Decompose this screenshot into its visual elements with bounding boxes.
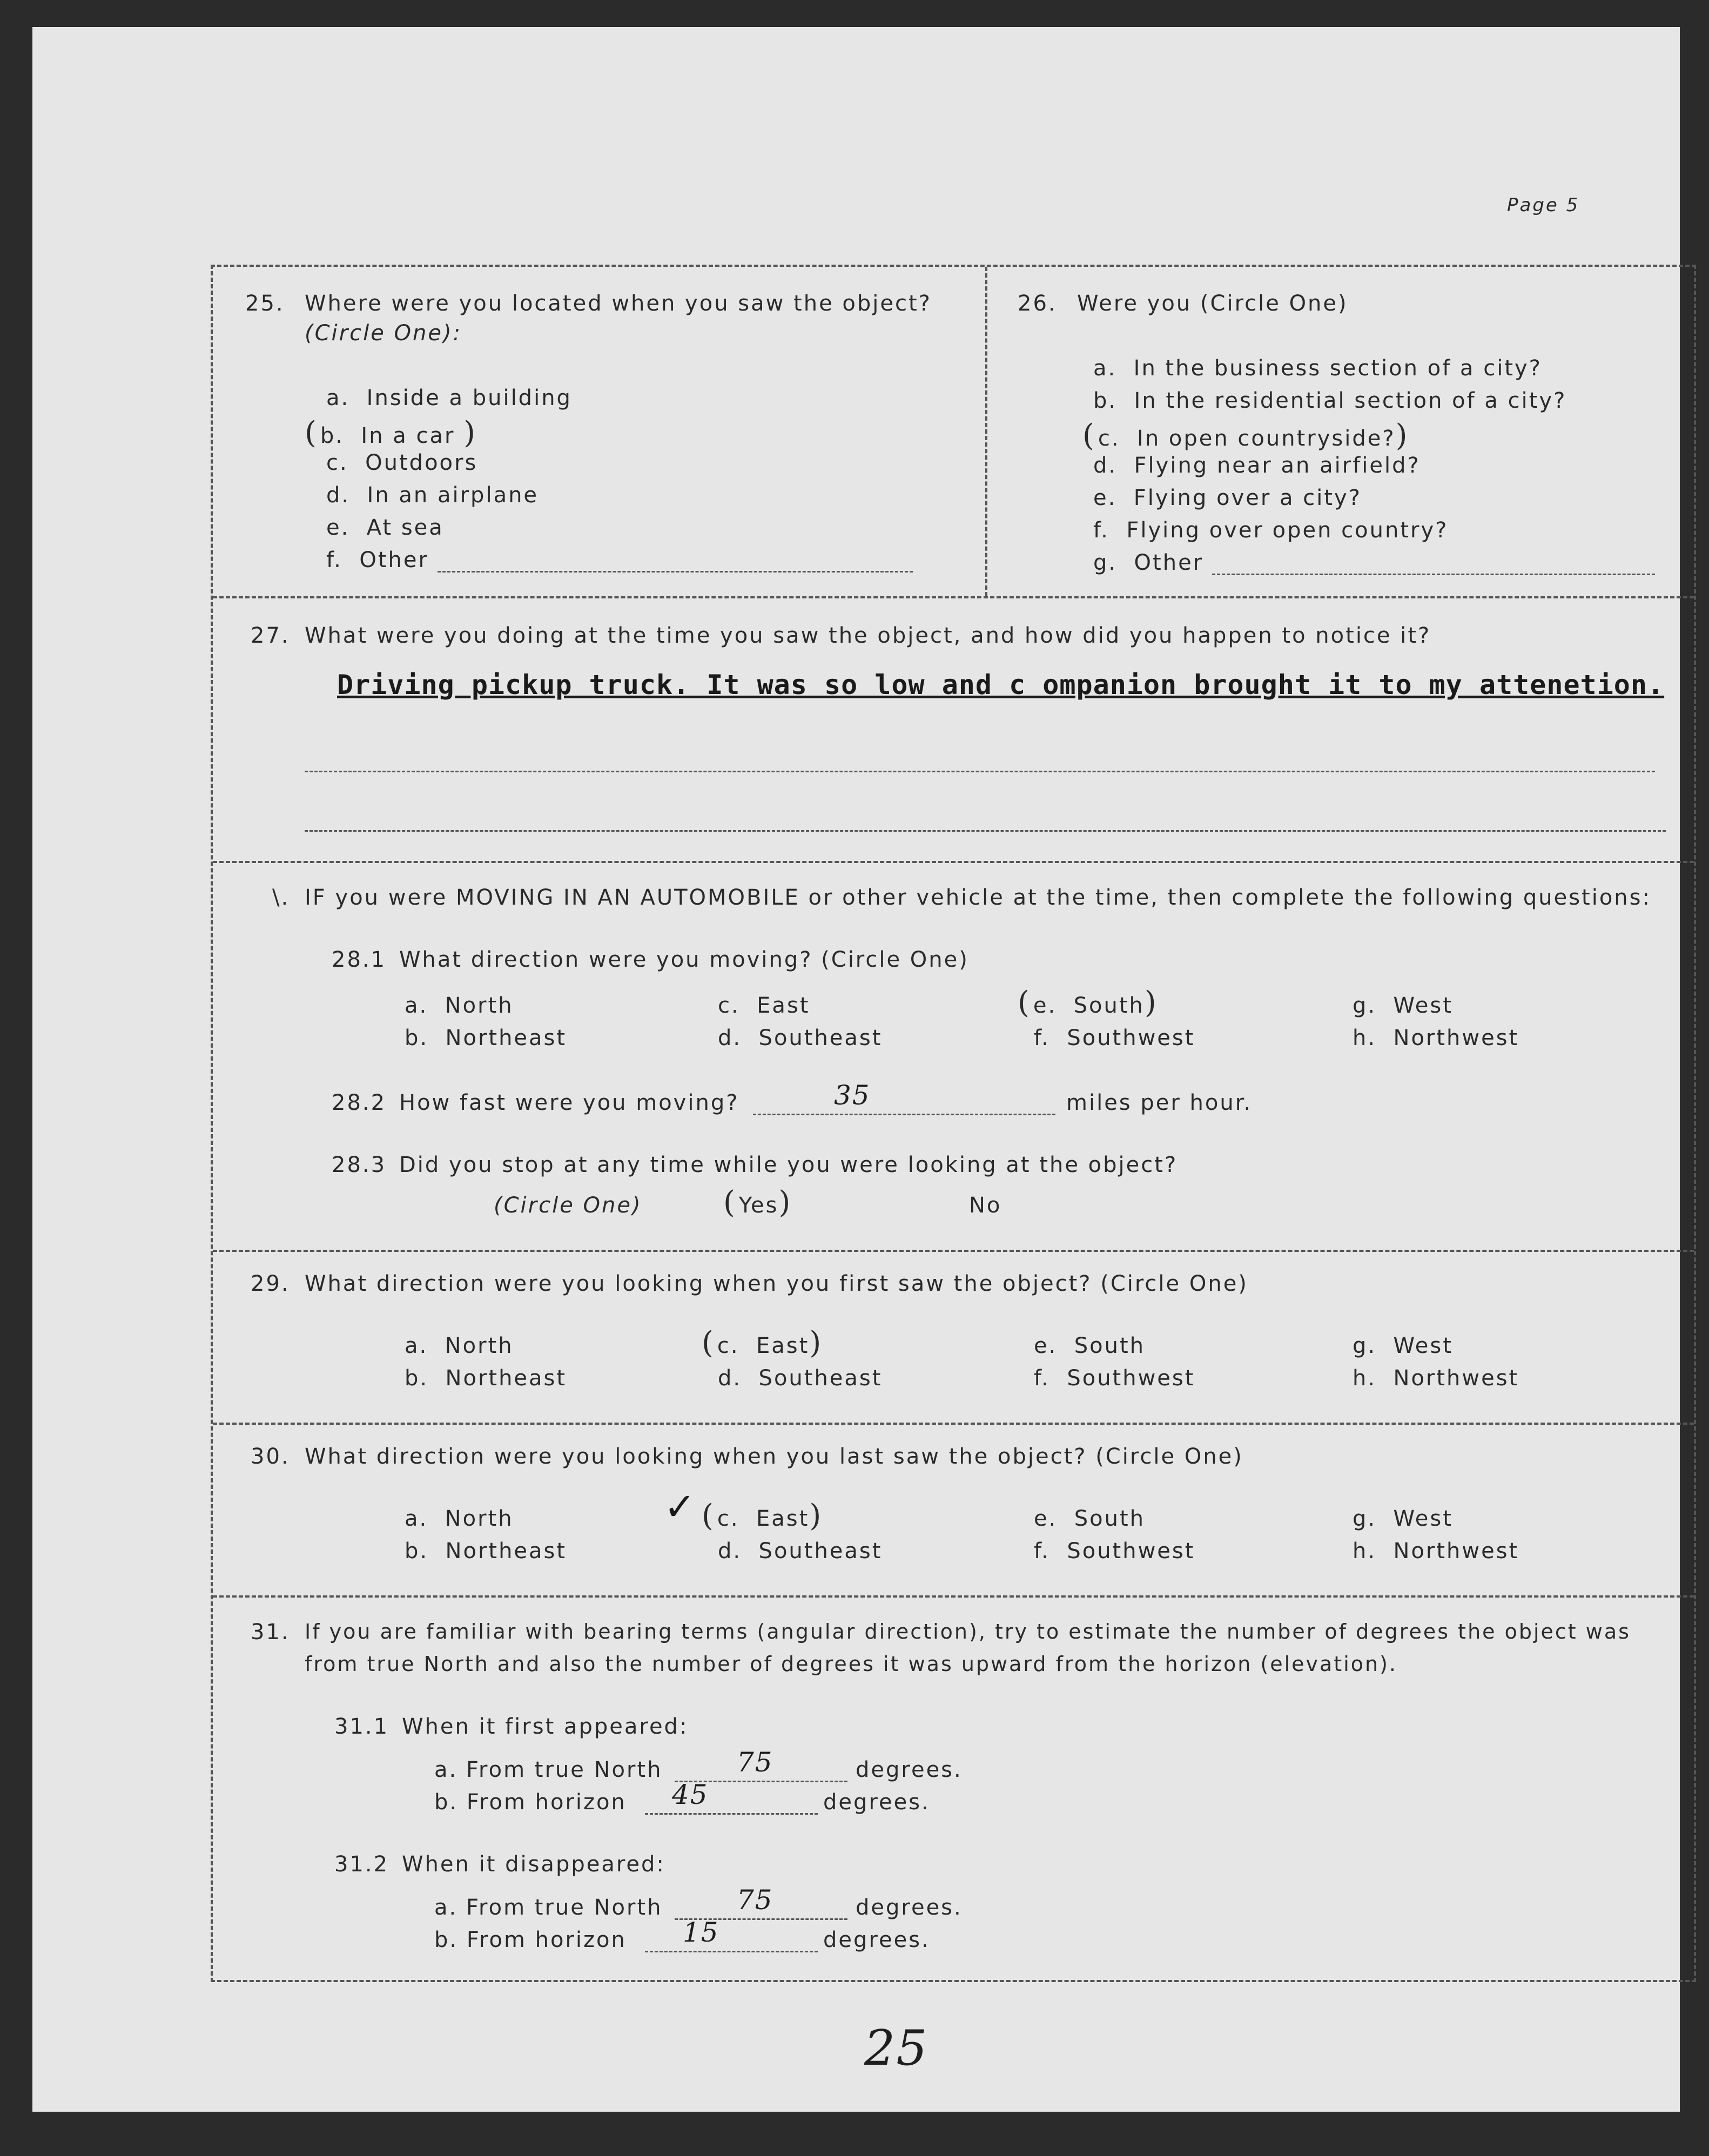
q28-3-no: No: [969, 1193, 1002, 1218]
q28-1-option-h: h. Northwest: [1353, 1026, 1519, 1050]
q31-1a-value: 75: [737, 1747, 773, 1778]
q30-option-f: f. Southwest: [1034, 1539, 1195, 1564]
q26-question: Were you (Circle One): [1077, 291, 1348, 316]
q27-number: 27.: [251, 623, 290, 648]
q28-2-answer-field: [753, 1090, 1055, 1115]
q31-2b-label: b. From horizon: [434, 1928, 627, 1952]
q29-option-f: f. Southwest: [1034, 1366, 1195, 1391]
q31-1b-label: b. From horizon: [434, 1790, 627, 1815]
q27-answer: Driving pickup truck. It was so low and c ompanion brought it to my attenetion.: [337, 669, 1665, 700]
questionnaire-form: [211, 265, 1696, 1982]
q31-1b-value: 45: [672, 1779, 709, 1810]
document-page: [32, 27, 1680, 2112]
q28-1-number: 28.1: [332, 947, 387, 972]
q30-option-c: ( c. East): [702, 1498, 823, 1533]
checkmark-icon: ✓: [664, 1485, 696, 1529]
q28-2-answer: 35: [834, 1080, 871, 1111]
q31-1-number: 31.1: [334, 1714, 389, 1739]
q25-question: Where were you located when you saw the object?: [305, 291, 932, 316]
q29-option-h: h. Northwest: [1353, 1366, 1519, 1391]
q26-option-e: e. Flying over a city?: [1093, 486, 1362, 510]
q25-option-f: f. Other: [326, 548, 913, 572]
q31-1a-unit: degrees.: [856, 1757, 963, 1782]
q25-instruction: (Circle One):: [305, 321, 462, 346]
q31-2b-field: [645, 1928, 818, 1952]
q29-option-g: g. West: [1353, 1333, 1453, 1358]
q25-option-d: d. In an airplane: [326, 483, 539, 508]
q28-1-option-g: g. West: [1353, 993, 1453, 1018]
page-number: Page 5: [1507, 194, 1580, 216]
q29-option-d: d. Southeast: [718, 1366, 883, 1391]
q31-1b-field: [645, 1790, 818, 1815]
q27-question: What were you doing at the time you saw the object, and how did you happen to notice it?: [305, 623, 1431, 648]
q30-number: 30.: [251, 1444, 290, 1469]
q30-option-e: e. South: [1034, 1506, 1146, 1531]
q28-1-question: What direction were you moving? (Circle One): [399, 947, 969, 972]
q30-option-a: a. North: [405, 1506, 514, 1531]
q31-2b-unit: degrees.: [823, 1928, 930, 1952]
section-divider: [213, 1423, 1694, 1425]
q28-2-unit: miles per hour.: [1066, 1090, 1253, 1115]
q31-2b-value: 15: [683, 1917, 719, 1948]
q31-1-label: When it first appeared:: [402, 1714, 689, 1739]
q25-number: 25.: [245, 291, 285, 316]
q26-option-g: g. Other: [1093, 550, 1655, 575]
q26-option-d: d. Flying near an airfield?: [1093, 453, 1421, 478]
q28-number: \.: [272, 885, 290, 910]
q28-3-instruction: (Circle One): [494, 1193, 642, 1218]
q29-option-a: a. North: [405, 1333, 514, 1358]
q29-question: What direction were you looking when you first saw the object? (Circle One): [305, 1271, 1248, 1296]
q30-option-b: b. Northeast: [405, 1539, 567, 1564]
q28-1-option-e: ( e. South): [1018, 985, 1158, 1020]
q25-option-c: c. Outdoors: [326, 450, 478, 475]
q26-option-b: b. In the residential section of a city?: [1093, 388, 1567, 413]
q26-option-a: a. In the business section of a city?: [1093, 356, 1542, 381]
q31-text-line-2: from true North and also the number of degrees it was upward from the horizon (elevation).: [305, 1652, 1397, 1676]
q25-option-a: a. Inside a building: [326, 386, 572, 410]
section-divider: [213, 596, 1694, 598]
q28-1-option-c: c. East: [718, 993, 810, 1018]
q28-1-option-b: b. Northeast: [405, 1026, 567, 1050]
q30-option-d: d. Southeast: [718, 1539, 883, 1564]
q28-2-number: 28.2: [332, 1090, 387, 1115]
q28-1-option-d: d. Southeast: [718, 1026, 883, 1050]
q27-answer-line-3: [305, 807, 1666, 832]
q28-instruction: IF you were MOVING IN AN AUTOMOBILE or other vehicle at the time, then complete the following questions:: [305, 885, 1651, 910]
q31-2-label: When it disappeared:: [402, 1852, 665, 1877]
q28-3-yes: ( Yes): [723, 1185, 792, 1220]
q31-1a-label: a. From true North: [434, 1757, 663, 1782]
column-divider: [985, 267, 987, 596]
q31-1b-unit: degrees.: [823, 1790, 930, 1815]
q30-option-g: g. West: [1353, 1506, 1453, 1531]
q28-3-number: 28.3: [332, 1153, 387, 1177]
q31-2a-label: a. From true North: [434, 1895, 663, 1920]
q29-option-e: e. South: [1034, 1333, 1146, 1358]
q31-number: 31.: [251, 1620, 290, 1645]
q29-number: 29.: [251, 1271, 290, 1296]
q25-option-e: e. At sea: [326, 515, 444, 540]
q27-answer-line-2: [305, 747, 1655, 772]
footer-handwritten-note: 25: [864, 2020, 928, 2077]
q28-1-option-f: f. Southwest: [1034, 1026, 1195, 1050]
q31-2-number: 31.2: [334, 1852, 389, 1877]
q31-2a-value: 75: [737, 1884, 773, 1916]
section-divider: [213, 1595, 1694, 1598]
q28-1-option-a: a. North: [405, 993, 514, 1018]
q30-option-h: h. Northwest: [1353, 1539, 1519, 1564]
q26-option-c: ( c. In open countryside?): [1082, 418, 1409, 453]
q26-number: 26.: [1018, 291, 1057, 316]
q28-2-question: How fast were you moving?: [399, 1090, 739, 1115]
q28-3-question: Did you stop at any time while you were looking at the object?: [399, 1153, 1178, 1177]
q31-text-line-1: If you are familiar with bearing terms (angular direction), try to estimate the number of degrees the object was: [305, 1620, 1631, 1643]
q26-option-f: f. Flying over open country?: [1093, 518, 1449, 543]
q25-option-b: ( b. In a car ): [305, 415, 477, 450]
q31-2a-unit: degrees.: [856, 1895, 963, 1920]
q29-option-c: ( c. East): [702, 1325, 823, 1360]
q29-option-b: b. Northeast: [405, 1366, 567, 1391]
section-divider: [213, 861, 1694, 863]
q30-question: What direction were you looking when you last saw the object? (Circle One): [305, 1444, 1243, 1469]
section-divider: [213, 1250, 1694, 1252]
